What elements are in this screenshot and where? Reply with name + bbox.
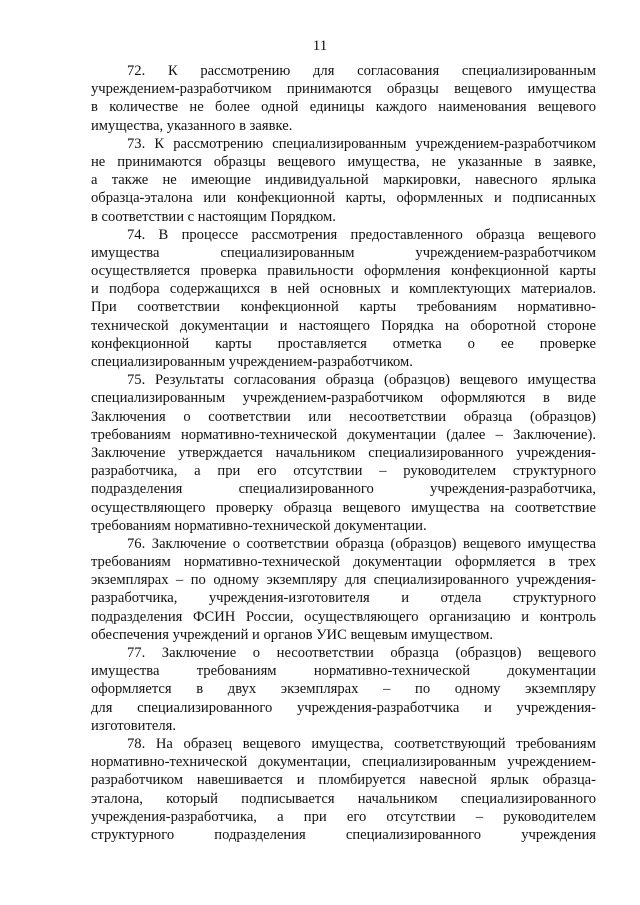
paragraph-line: а также не имеющие индивидуальной маркировки, навесного ярлыка bbox=[91, 172, 596, 189]
paragraph-line: 73. К рассмотрению специализированным учреждением-разработчиком bbox=[127, 135, 596, 152]
paragraph-line: разработчиком навешивается и пломбируется навесной ярлык образца- bbox=[91, 772, 596, 789]
paragraph-line: учреждения-разработчика, а при его отсутствии – руководителем bbox=[91, 808, 596, 825]
paragraph-77 bbox=[91, 644, 596, 735]
paragraph-line: конфекционной карты проставляется отметка о ее проверке bbox=[91, 335, 596, 352]
paragraph-line: требованиям нормативно-технической документации (далее – Заключение). bbox=[91, 426, 596, 443]
paragraph-line: обеспечения учреждений и органов УИС вещевым имуществом. bbox=[91, 626, 494, 643]
document-body bbox=[91, 62, 596, 844]
paragraph-72 bbox=[91, 62, 596, 135]
paragraph-line: структурного подразделения специализированного учреждения bbox=[91, 826, 596, 843]
paragraph-78 bbox=[91, 735, 596, 844]
paragraph-line: специализированным учреждением-разработчиком оформляются в виде bbox=[91, 390, 596, 407]
paragraph-line: 74. В процессе рассмотрения предоставленного образца вещевого bbox=[127, 226, 596, 243]
paragraph-line: Заключение утверждается начальником специализированного учреждения- bbox=[91, 444, 596, 461]
paragraph-line: подразделения специализированного учреждения-разработчика, bbox=[91, 481, 596, 498]
paragraph-line: разработчика, учреждения-изготовителя и отдела структурного bbox=[91, 590, 596, 607]
paragraph-line: в соответствии с настоящим Порядком. bbox=[91, 208, 336, 225]
paragraph-line: учреждением-разработчиком принимаются образцы вещевого имущества bbox=[91, 81, 596, 98]
paragraph-line: специализированным учреждением-разработчиком. bbox=[91, 354, 413, 370]
paragraph-line: не принимаются образцы вещевого имущества, не указанные в заявке, bbox=[91, 153, 596, 170]
paragraph-line: в количестве не более одной единицы каждого наименования вещевого bbox=[91, 99, 596, 116]
paragraph-line: эталона, который подписывается начальником специализированного bbox=[91, 790, 596, 807]
paragraph-line: 75. Результаты согласования образца (образцов) вещевого имущества bbox=[127, 372, 596, 389]
paragraph-line: 77. Заключение о несоответствии образца (образцов) вещевого bbox=[127, 645, 596, 661]
paragraph-line: осуществляется проверка правильности оформления конфекционной карты bbox=[91, 263, 596, 280]
paragraph-line: Заключения о соответствии или несоответствии образца (образцов) bbox=[91, 408, 596, 425]
paragraph-line: требованиям нормативно-технической документации оформляется в трех bbox=[91, 554, 596, 571]
paragraph-line: требованиям нормативно-технической документации. bbox=[91, 517, 427, 534]
paragraph-75 bbox=[91, 371, 596, 535]
paragraph-line: изготовителя. bbox=[91, 717, 176, 734]
paragraph-line: для специализированного учреждения-разработчика и учреждения- bbox=[91, 699, 596, 716]
paragraph-line: разработчика, а при его отсутствии – руководителем структурного bbox=[91, 463, 596, 480]
paragraph-76 bbox=[91, 535, 596, 644]
paragraph-73 bbox=[91, 135, 596, 226]
paragraph-line: и подбора содержащихся в ней основных и комплектующих материалов. bbox=[91, 281, 596, 298]
paragraph-74 bbox=[91, 226, 596, 372]
paragraph-line: 72. К рассмотрению для согласования специализированным bbox=[127, 63, 596, 79]
paragraph-line: имущества специализированным учреждением-разработчиком bbox=[91, 244, 596, 261]
paragraph-line: 78. На образец вещевого имущества, соответствующий требованиям bbox=[127, 735, 596, 752]
paragraph-line: При соответствии конфекционной карты требованиям нормативно- bbox=[91, 299, 596, 316]
paragraph-line: экземплярах – по одному экземпляру для специализированного учреждения- bbox=[91, 572, 596, 589]
paragraph-line: нормативно-технической документации, специализированным учреждением- bbox=[91, 754, 596, 771]
paragraph-line: подразделения ФСИН России, осуществляющего организацию и контроль bbox=[91, 608, 596, 625]
paragraph-line: образца-эталона или конфекционной карты, оформленных и подписанных bbox=[91, 190, 596, 207]
paragraph-line: технической документации и настоящего Порядка на оборотной стороне bbox=[91, 317, 596, 334]
paragraph-line: 76. Заключение о соответствии образца (образцов) вещевого имущества bbox=[127, 535, 596, 552]
paragraph-line: имущества, указанного в заявке. bbox=[91, 117, 293, 134]
page-number: 11 bbox=[312, 38, 328, 54]
paragraph-line: осуществляющего проверку образца вещевого имущества на соответствие bbox=[91, 499, 596, 516]
paragraph-line: имущества требованиям нормативно-технической документации bbox=[91, 663, 596, 680]
paragraph-line: оформляется в двух экземплярах – по одному экземпляру bbox=[91, 681, 596, 698]
